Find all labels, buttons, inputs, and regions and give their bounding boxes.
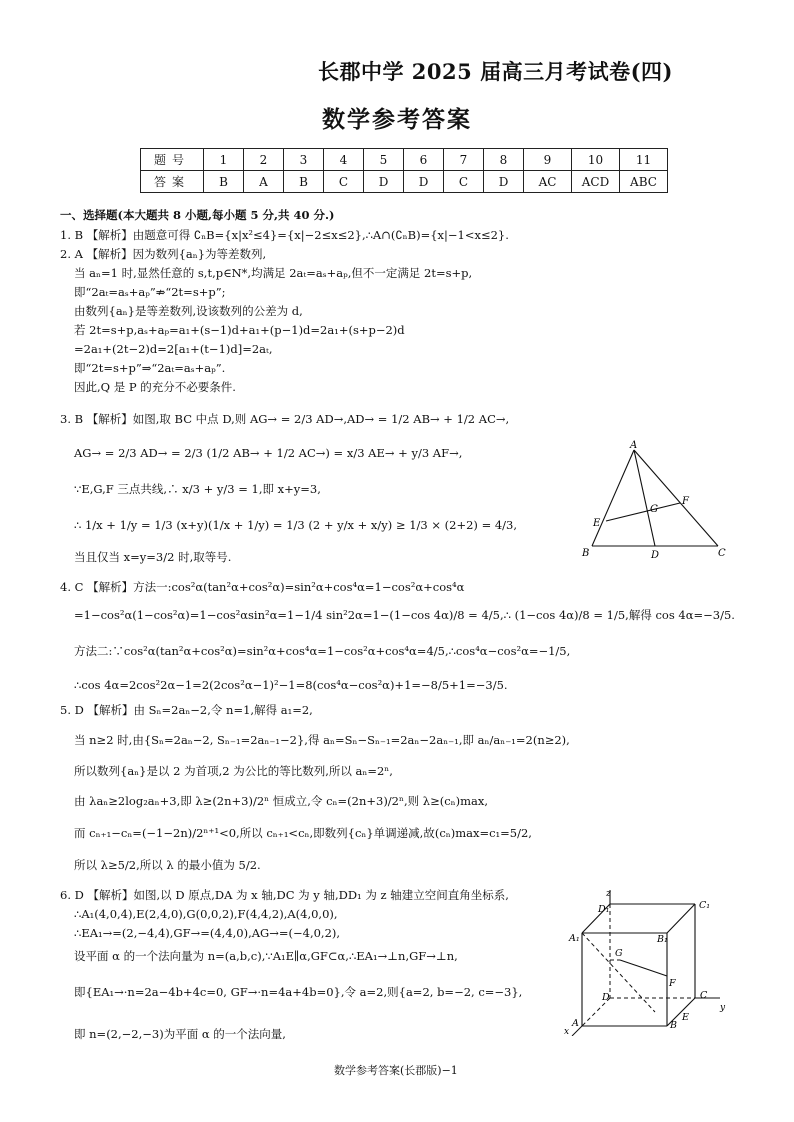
answer-line: 即{EA₁→·n=2a−4b+4c=0, GF→·n=4a+4b=0},令 a=2,则{a=2, b=−2, c=−3}, [74,985,523,999]
answer-line: ∵E,G,F 三点共线,∴ x/3 + y/3 = 1,即 x+y=3, [74,482,321,496]
answer-table [140,148,668,193]
answer-line: 因此,Q 是 P 的充分不必要条件. [74,380,236,394]
answer-line: AG→ = 2/3 AD→ = 2/3 (1/2 AB→ + 1/2 AC→) = x/3 AE→ + y/3 AF→, [74,446,463,460]
answer-line: 5. D 【解析】由 Sₙ=2aₙ−2,令 n=1,解得 a₁=2, [60,703,313,717]
answer-line: 即“2aₜ=aₛ+aₚ”⇏“2t=s+p”; [74,285,226,299]
triangle-label-E: E [593,518,601,529]
table-cell: 2 [244,149,284,171]
answer-line: 6. D 【解析】如图,以 D 原点,DA 为 x 轴,DC 为 y 轴,DD₁ 为 z 轴建立空间直角坐标系, [60,888,509,902]
answer-line: 由数列{aₙ}是等差数列,设该数列的公差为 d, [74,304,303,318]
answer-line: ∴cos 4α=2cos²2α−1=2(2cos²α−1)²−1=8(cos⁴α−cos²α)+1=−8/5+1=−3/5. [74,678,508,692]
table-cell: 7 [444,149,484,171]
table-cell: 4 [324,149,364,171]
answer-line: =1−cos²α(1−cos²α)=1−cos²αsin²α=1−1/4 sin²2α=1−(1−cos 4α)/8 = 4/5,∴ (1−cos 4α)/8 = 1/5,解得 cos 4α=−3/5. [74,608,735,622]
table-cell: D [404,171,444,193]
answer-line: 所以数列{aₙ}是以 2 为首项,2 为公比的等比数列,所以 aₙ=2ⁿ, [74,764,393,778]
table-cell: 6 [404,149,444,171]
triangle-label-A: A [630,440,638,451]
answer-line: 4. C 【解析】方法一:cos²α(tan²α+cos²α)=sin²α+cos⁴α=1−cos²α+cos⁴α [60,580,465,594]
triangle-label-C: C [718,548,726,559]
table-cell: B [284,171,324,193]
table-cell: 10 [572,149,620,171]
cube-label-E: E [682,1012,689,1023]
row-label-answer: 答案 [141,171,204,193]
table-cell: ACD [572,171,620,193]
cube-label-y: y [720,1003,726,1013]
answer-line: 3. B 【解析】如图,取 BC 中点 D,则 AG→ = 2/3 AD→,AD→ = 1/2 AB→ + 1/2 AC→, [60,412,510,426]
table-cell: 5 [364,149,404,171]
answer-line: ∴A₁(4,0,4),E(2,4,0),G(0,0,2),F(4,4,2),A(4,0,0), [74,907,338,921]
triangle-label-B: B [582,548,590,559]
table-cell: A [244,171,284,193]
table-cell: AC [524,171,572,193]
table-cell: D [484,171,524,193]
answer-line: 当 aₙ=1 时,显然任意的 s,t,p∈N*,均满足 2aₜ=aₛ+aₚ,但不一定满足 2t=s+p, [74,266,473,280]
answer-line: 若 2t=s+p,aₛ+aₚ=a₁+(s−1)d+a₁+(p−1)d=2a₁+(s+p−2)d [74,323,405,337]
cube-label-D: D [602,992,610,1003]
cube-label-x: x [564,1027,570,1036]
answer-line: ∴ 1/x + 1/y = 1/3 (x+y)(1/x + 1/y) = 1/3 (2 + y/x + x/y) ≥ 1/3 × (2+2) = 4/3, [74,518,518,532]
table-cell: 8 [484,149,524,171]
cube-label-D1: D₁ [598,904,610,915]
answer-line: 由 λaₙ≥2log₂aₙ+3,即 λ≥(2n+3)/2ⁿ 恒成立,令 cₙ=(2n+3)/2ⁿ,则 λ≥(cₙ)max, [74,794,488,808]
cube-label-C: C [700,990,708,1001]
page-subtitle: 数学参考答案 [322,106,472,133]
page-footer: 数学参考答案(长郡版)−1 [334,1064,458,1077]
row-label-number: 题号 [141,149,204,171]
answer-line: 即 n=(2,−2,−3)为平面 α 的一个法向量, [74,1027,286,1041]
table-row [141,149,668,171]
answer-line: 所以 λ≥5/2,所以 λ 的最小值为 5/2. [74,858,261,872]
table-cell: 3 [284,149,324,171]
section-heading: 一、选择题(本大题共 8 小题,每小题 5 分,共 40 分.) [60,208,335,222]
answer-line: 设平面 α 的一个法向量为 n=(a,b,c),∵A₁E∥α,GF⊂α,∴EA₁→⊥n,GF→⊥n, [74,949,458,963]
table-row [141,171,668,193]
cube-label-A1: A₁ [569,933,580,944]
answer-line: =2a₁+(2t−2)d=2[a₁+(t−1)d]=2aₜ, [74,342,273,356]
table-cell: C [444,171,484,193]
table-cell: 1 [204,149,244,171]
cube-figure [560,886,740,1036]
table-cell: 9 [524,149,572,171]
answer-line: ∴EA₁→=(2,−4,4),GF→=(4,4,0),AG→=(−4,0,2), [74,926,341,940]
answer-line: 1. B 【解析】由题意可得 ∁ₙB={x|x²≤4}={x|−2≤x≤2},∴A∩(∁ₙB)={x|−1<x≤2}. [60,228,509,242]
answer-line: 方法二:∵cos²α(tan²α+cos²α)=sin²α+cos⁴α=1−cos²α+cos⁴α=4/5,∴cos⁴α−cos²α=−1/5, [74,644,571,658]
cube-label-B: B [670,1020,677,1031]
answer-line: 而 cₙ₊₁−cₙ=(−1−2n)/2ⁿ⁺¹<0,所以 cₙ₊₁<cₙ,即数列{cₙ}单调递减,故(cₙ)max=c₁=5/2, [74,826,532,840]
answer-line: 即“2t=s+p”⇒“2aₜ=aₛ+aₚ”. [74,361,226,375]
cube-label-G: G [615,948,623,959]
table-cell: C [324,171,364,193]
page-title: 长郡中学 2025 届高三月考试卷(四) [318,59,673,84]
triangle-label-G: G [650,504,658,515]
triangle-label-F: F [682,496,689,507]
table-cell: B [204,171,244,193]
answer-line: 当 n≥2 时,由{Sₙ=2aₙ−2, Sₙ₋₁=2aₙ₋₁−2},得 aₙ=Sₙ−Sₙ₋₁=2aₙ−2aₙ₋₁,即 aₙ/aₙ₋₁=2(n≥2), [74,733,570,747]
triangle-label-D: D [651,550,660,561]
cube-label-A: A [572,1018,579,1029]
cube-label-B1: B₁ [657,934,668,945]
table-cell: D [364,171,404,193]
table-cell: 11 [620,149,668,171]
answer-line: 2. A 【解析】因为数列{aₙ}为等差数列, [60,247,267,261]
cube-label-F: F [669,978,676,989]
table-cell: ABC [620,171,668,193]
answer-line: 当且仅当 x=y=3/2 时,取等号. [74,550,232,564]
triangle-figure [576,438,736,562]
cube-label-C1: C₁ [699,900,711,911]
cube-label-z: z [606,889,611,899]
